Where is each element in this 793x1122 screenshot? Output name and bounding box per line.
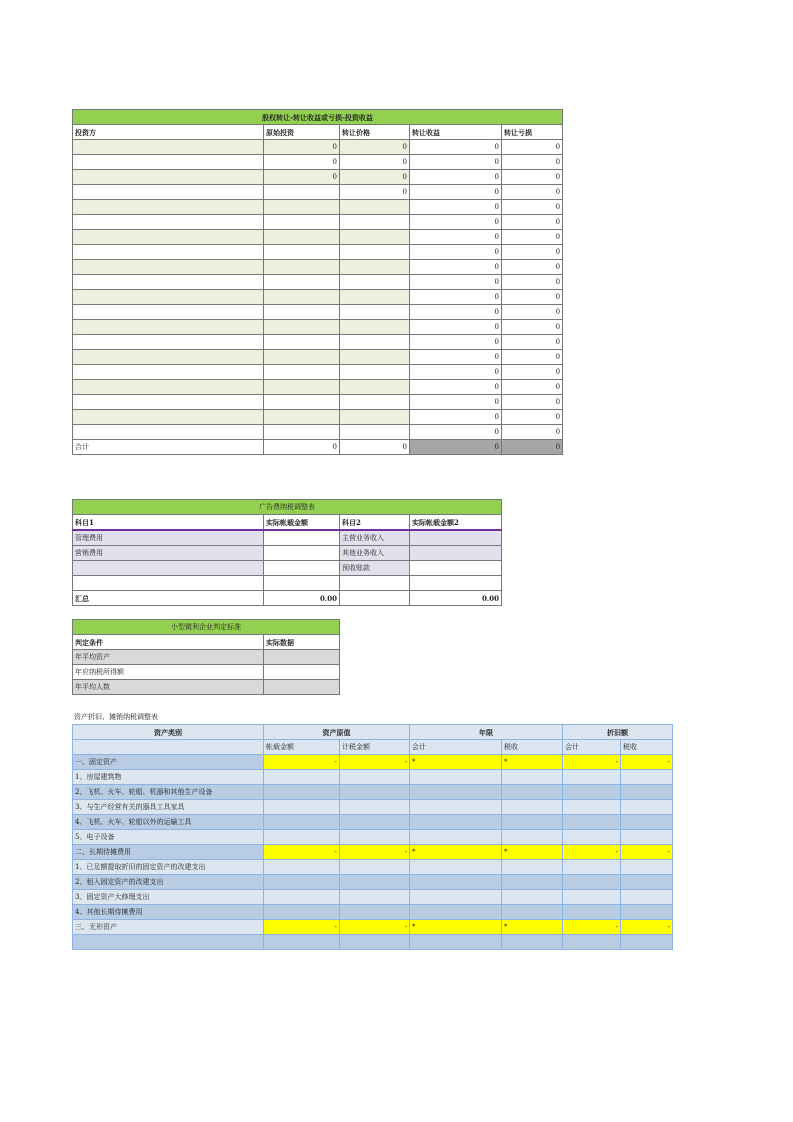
investor-cell [73, 230, 264, 245]
value-cell [410, 815, 502, 830]
value-cell [264, 305, 340, 320]
total-value: 0 [410, 440, 502, 455]
value-cell [340, 215, 410, 230]
asset-category-cell: 一、固定资产 [73, 755, 264, 770]
value-cell [264, 350, 340, 365]
value-cell: * [410, 920, 502, 935]
table-cell [410, 530, 502, 546]
value-cell: 0 [340, 185, 410, 200]
value-cell: 0 [410, 140, 502, 155]
sub-header: 税收 [502, 740, 563, 755]
table-row [73, 665, 340, 680]
value-cell [340, 890, 410, 905]
value-cell: * [502, 920, 563, 935]
asset-category-cell: 1、房屋建筑物 [73, 770, 264, 785]
value-cell [340, 785, 410, 800]
value-cell: 0 [340, 170, 410, 185]
column-header: 实际帐载金额 [264, 515, 340, 531]
value-cell: 0 [410, 380, 502, 395]
total-row [73, 591, 502, 606]
value-cell [621, 800, 673, 815]
table-row [73, 905, 673, 920]
value-cell: - [621, 920, 673, 935]
value-cell [410, 905, 502, 920]
value-cell: * [502, 755, 563, 770]
value-cell [410, 875, 502, 890]
value-cell [563, 770, 621, 785]
table-row [73, 410, 563, 425]
equity-transfer-table [72, 109, 563, 455]
value-cell: 0 [502, 275, 563, 290]
value-cell [410, 830, 502, 845]
value-cell [621, 815, 673, 830]
sub-header [73, 740, 264, 755]
column-header: 转让亏损 [502, 125, 563, 140]
value-cell [502, 860, 563, 875]
investor-cell [73, 215, 264, 230]
table-cell: 营销费用 [73, 546, 264, 561]
value-cell: - [621, 845, 673, 860]
investor-cell [73, 335, 264, 350]
table-row [73, 335, 563, 350]
value-cell [340, 800, 410, 815]
value-cell [264, 200, 340, 215]
table-cell [264, 650, 340, 665]
group-useful-life: 年限 [410, 725, 563, 740]
value-cell: 0 [502, 380, 563, 395]
investor-cell [73, 290, 264, 305]
table-row [73, 860, 673, 875]
value-cell [340, 350, 410, 365]
value-cell [502, 800, 563, 815]
value-cell [264, 905, 340, 920]
value-cell [340, 245, 410, 260]
table-cell [264, 680, 340, 695]
column-header: 实际数据 [264, 635, 340, 650]
asset-category-cell: 1、已足额提取折旧的固定资产的改建支出 [73, 860, 264, 875]
column-header: 投资方 [73, 125, 264, 140]
value-cell [264, 770, 340, 785]
value-cell [340, 335, 410, 350]
value-cell: * [410, 755, 502, 770]
value-cell: * [410, 845, 502, 860]
value-cell: 0 [410, 320, 502, 335]
investor-cell [73, 365, 264, 380]
total-cell: 0.00 [410, 591, 502, 606]
value-cell [264, 320, 340, 335]
value-cell [563, 875, 621, 890]
table-row [73, 770, 673, 785]
value-cell: 0 [502, 215, 563, 230]
table-cell [410, 561, 502, 576]
value-cell [410, 890, 502, 905]
table-cell [264, 665, 340, 680]
value-cell [621, 875, 673, 890]
value-cell [502, 905, 563, 920]
value-cell [410, 860, 502, 875]
investor-cell [73, 350, 264, 365]
investor-cell [73, 200, 264, 215]
value-cell [563, 905, 621, 920]
table-row [73, 561, 502, 576]
table-row [73, 800, 673, 815]
value-cell [410, 770, 502, 785]
value-cell [340, 830, 410, 845]
table-cell: 管理费用 [73, 530, 264, 546]
value-cell: 0 [502, 290, 563, 305]
depreciation-caption: 资产折旧、摊销纳税调整表 [74, 713, 158, 721]
investor-cell [73, 320, 264, 335]
value-cell [264, 260, 340, 275]
value-cell [563, 830, 621, 845]
table-row [73, 290, 563, 305]
table-cell [340, 576, 410, 591]
value-cell [563, 935, 621, 950]
value-cell [264, 830, 340, 845]
value-cell [621, 905, 673, 920]
table-row [73, 200, 563, 215]
table-row [73, 830, 673, 845]
table-row [73, 815, 673, 830]
value-cell: - [340, 920, 410, 935]
value-cell [502, 785, 563, 800]
value-cell: 0 [502, 245, 563, 260]
value-cell [264, 290, 340, 305]
value-cell [410, 935, 502, 950]
table-row [73, 365, 563, 380]
value-cell [264, 215, 340, 230]
value-cell [340, 200, 410, 215]
value-cell: - [264, 845, 340, 860]
table-row [73, 875, 673, 890]
value-cell [621, 785, 673, 800]
value-cell: 0 [502, 140, 563, 155]
table-row [73, 170, 563, 185]
total-label: 合计 [73, 440, 264, 455]
value-cell [563, 800, 621, 815]
value-cell [410, 800, 502, 815]
table-row [73, 305, 563, 320]
table-row [73, 350, 563, 365]
value-cell: 0 [410, 350, 502, 365]
value-cell [621, 935, 673, 950]
value-cell [502, 830, 563, 845]
total-cell: 汇总 [73, 591, 264, 606]
asset-category-cell [73, 935, 264, 950]
value-cell [340, 365, 410, 380]
value-cell [264, 815, 340, 830]
value-cell: 0 [502, 410, 563, 425]
table-cell [264, 530, 340, 546]
value-cell: 0 [410, 260, 502, 275]
investor-cell [73, 410, 264, 425]
investor-cell [73, 275, 264, 290]
group-original-value: 资产原值 [264, 725, 410, 740]
table-row [73, 185, 563, 200]
asset-category-cell: 2、租入固定资产的改建支出 [73, 875, 264, 890]
value-cell [621, 890, 673, 905]
value-cell [264, 230, 340, 245]
table-row [73, 845, 673, 860]
table-row [73, 785, 673, 800]
table-row [73, 395, 563, 410]
investor-cell [73, 395, 264, 410]
value-cell: 0 [264, 155, 340, 170]
asset-category-cell: 4、飞机、火车、轮船以外的运输工具 [73, 815, 264, 830]
value-cell [340, 425, 410, 440]
total-row [73, 440, 563, 455]
table-row [73, 380, 563, 395]
value-cell: 0 [410, 185, 502, 200]
value-cell: 0 [340, 155, 410, 170]
value-cell [340, 305, 410, 320]
value-cell: 0 [410, 425, 502, 440]
asset-category-cell: 三、无形资产 [73, 920, 264, 935]
asset-category-cell: 3、与生产经营有关的器具工具家具 [73, 800, 264, 815]
column-header: 科目1 [73, 515, 264, 531]
value-cell [340, 905, 410, 920]
value-cell: 0 [502, 320, 563, 335]
sub-header: 会计 [410, 740, 502, 755]
value-cell: 0 [410, 200, 502, 215]
value-cell [264, 425, 340, 440]
value-cell: 0 [410, 395, 502, 410]
value-cell [340, 860, 410, 875]
column-header: 转让收益 [410, 125, 502, 140]
total-value: 0 [502, 440, 563, 455]
value-cell [264, 185, 340, 200]
column-header: 转让价格 [340, 125, 410, 140]
value-cell: 0 [410, 290, 502, 305]
column-header: 判定条件 [73, 635, 264, 650]
sub-header: 税收 [621, 740, 673, 755]
table-cell: 年应纳税所得额 [73, 665, 264, 680]
value-cell [340, 260, 410, 275]
value-cell: 0 [410, 365, 502, 380]
value-cell: - [563, 755, 621, 770]
value-cell [264, 935, 340, 950]
value-cell [621, 830, 673, 845]
value-cell [563, 860, 621, 875]
value-cell [502, 890, 563, 905]
table-row [73, 920, 673, 935]
value-cell: 0 [502, 155, 563, 170]
table-cell: 预收账款 [340, 561, 410, 576]
table-cell: 主营业务收入 [340, 530, 410, 546]
value-cell [410, 785, 502, 800]
value-cell [264, 245, 340, 260]
value-cell [264, 275, 340, 290]
table-row [73, 260, 563, 275]
value-cell [264, 395, 340, 410]
investor-cell [73, 185, 264, 200]
table-row [73, 576, 502, 591]
column-header: 科目2 [340, 515, 410, 531]
value-cell [502, 935, 563, 950]
value-cell: 0 [502, 335, 563, 350]
value-cell: - [563, 920, 621, 935]
value-cell [264, 410, 340, 425]
value-cell [340, 875, 410, 890]
value-cell: 0 [410, 170, 502, 185]
value-cell [340, 935, 410, 950]
table-cell: 年平均资产 [73, 650, 264, 665]
advertising-tax-title: 广告费纳税调整表 [73, 500, 502, 515]
group-asset-category: 资产类别 [73, 725, 264, 740]
small-enterprise-title: 小型微利企业判定标准 [73, 620, 340, 635]
asset-category-cell: 5、电子设备 [73, 830, 264, 845]
value-cell: 0 [264, 140, 340, 155]
value-cell [502, 815, 563, 830]
value-cell [340, 275, 410, 290]
value-cell [340, 395, 410, 410]
table-cell: 其他业务收入 [340, 546, 410, 561]
investor-cell [73, 305, 264, 320]
table-row [73, 320, 563, 335]
value-cell: 0 [502, 260, 563, 275]
table-row [73, 155, 563, 170]
value-cell: 0 [502, 185, 563, 200]
table-cell [264, 576, 340, 591]
value-cell: - [621, 755, 673, 770]
table-row [73, 425, 563, 440]
total-cell [340, 591, 410, 606]
value-cell: - [563, 845, 621, 860]
value-cell [264, 335, 340, 350]
value-cell [563, 890, 621, 905]
advertising-tax-table [72, 499, 502, 606]
value-cell: 0 [502, 170, 563, 185]
table-row [73, 230, 563, 245]
value-cell [621, 770, 673, 785]
table-cell [410, 546, 502, 561]
value-cell [502, 770, 563, 785]
column-header: 实际帐载金额2 [410, 515, 502, 531]
table-row [73, 935, 673, 950]
value-cell: 0 [410, 410, 502, 425]
value-cell [621, 860, 673, 875]
asset-category-cell: 3、固定资产大修理支出 [73, 890, 264, 905]
value-cell [264, 380, 340, 395]
value-cell: 0 [410, 335, 502, 350]
value-cell: 0 [410, 215, 502, 230]
value-cell [264, 800, 340, 815]
value-cell: 0 [502, 230, 563, 245]
value-cell [264, 785, 340, 800]
value-cell [340, 380, 410, 395]
value-cell: 0 [410, 305, 502, 320]
value-cell [340, 770, 410, 785]
investor-cell [73, 425, 264, 440]
column-header: 原始投资 [264, 125, 340, 140]
sub-header: 计税金额 [340, 740, 410, 755]
value-cell [340, 230, 410, 245]
sub-header: 帐载金额 [264, 740, 340, 755]
table-row [73, 890, 673, 905]
table-row [73, 245, 563, 260]
asset-category-cell: 4、其他长期待摊费用 [73, 905, 264, 920]
value-cell: 0 [502, 365, 563, 380]
investor-cell [73, 170, 264, 185]
value-cell: 0 [502, 200, 563, 215]
value-cell: - [264, 920, 340, 935]
table-cell [264, 546, 340, 561]
value-cell: - [264, 755, 340, 770]
table-cell [73, 561, 264, 576]
table-row [73, 275, 563, 290]
value-cell: 0 [340, 140, 410, 155]
total-value: 0 [340, 440, 410, 455]
value-cell [340, 320, 410, 335]
sub-header: 会计 [563, 740, 621, 755]
value-cell [502, 875, 563, 890]
value-cell [264, 875, 340, 890]
investor-cell [73, 380, 264, 395]
value-cell: - [340, 845, 410, 860]
group-depreciation: 折旧额 [563, 725, 673, 740]
asset-category-cell: 二、长期待摊费用 [73, 845, 264, 860]
total-cell: 0.00 [264, 591, 340, 606]
value-cell: 0 [502, 350, 563, 365]
value-cell: 0 [410, 155, 502, 170]
table-cell: 年平均人数 [73, 680, 264, 695]
equity-transfer-title: 股权转让-转让收益或亏损-投资收益 [73, 110, 563, 125]
table-row [73, 140, 563, 155]
value-cell [563, 815, 621, 830]
investor-cell [73, 140, 264, 155]
table-row [73, 546, 502, 561]
value-cell: 0 [264, 170, 340, 185]
value-cell [264, 890, 340, 905]
value-cell [340, 290, 410, 305]
value-cell: * [502, 845, 563, 860]
value-cell [340, 815, 410, 830]
value-cell: 0 [410, 245, 502, 260]
investor-cell [73, 155, 264, 170]
value-cell [264, 860, 340, 875]
value-cell: 0 [502, 395, 563, 410]
table-row [73, 755, 673, 770]
value-cell: 0 [410, 230, 502, 245]
value-cell: - [340, 755, 410, 770]
table-cell [410, 576, 502, 591]
total-value: 0 [264, 440, 340, 455]
value-cell [563, 785, 621, 800]
table-row [73, 680, 340, 695]
table-row [73, 215, 563, 230]
asset-category-cell: 2、飞机、火车、轮船、机器和其他生产设备 [73, 785, 264, 800]
small-enterprise-table [72, 619, 340, 695]
investor-cell [73, 245, 264, 260]
value-cell [264, 365, 340, 380]
table-cell [264, 561, 340, 576]
table-row [73, 530, 502, 546]
value-cell [340, 410, 410, 425]
value-cell: 0 [502, 425, 563, 440]
table-cell [73, 576, 264, 591]
value-cell: 0 [502, 305, 563, 320]
investor-cell [73, 260, 264, 275]
table-row [73, 650, 340, 665]
value-cell: 0 [410, 275, 502, 290]
depreciation-table [72, 724, 673, 950]
